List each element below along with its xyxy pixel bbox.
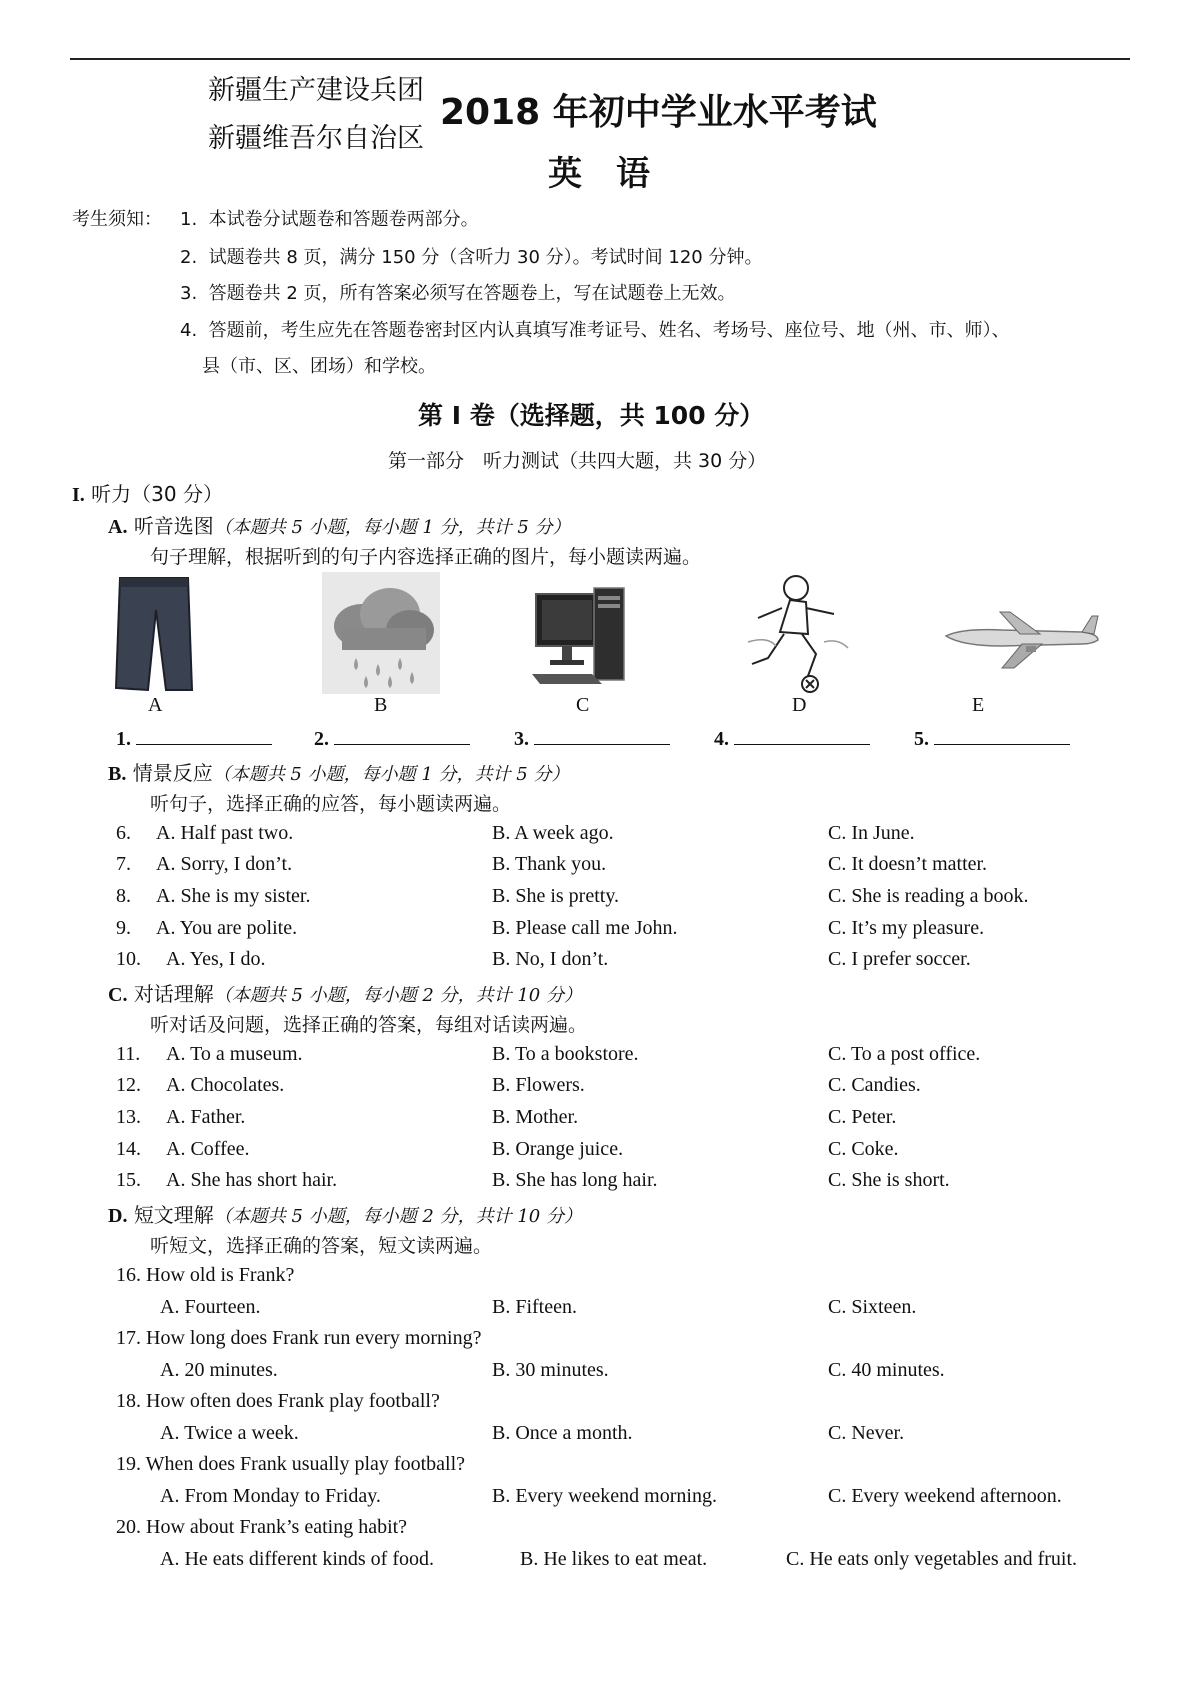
section-I-title: 听力（30 分） [91, 482, 223, 506]
exam-title: 2018 年初中学业水平考试 [440, 92, 877, 133]
notice-item-4-cont: 县（市、区、团场）和学校。 [202, 356, 436, 377]
option-a: A. She has short hair. [166, 1169, 338, 1191]
option-c: C. I prefer soccer. [828, 948, 971, 970]
blank-line[interactable] [934, 724, 1070, 745]
option-c: C. Never. [828, 1422, 905, 1444]
option-b: B. Orange juice. [492, 1138, 624, 1160]
option-a: A. Father. [166, 1106, 246, 1128]
question-num: 13. [116, 1106, 141, 1128]
region-line-1: 新疆生产建设兵团 [208, 75, 424, 106]
option-c: C. In June. [828, 822, 915, 844]
option-b: B. 30 minutes. [492, 1359, 609, 1381]
option-c: C. She is short. [828, 1169, 950, 1191]
answer-blank-3[interactable] [514, 724, 670, 751]
option-b: B. A week ago. [492, 822, 614, 844]
airplane-image [942, 572, 1102, 694]
blank-num: 4. [714, 728, 729, 750]
computer-image [532, 572, 632, 694]
section-B-instruction: 听句子，选择正确的应答，每小题读两遍。 [150, 793, 512, 815]
section-C-instruction: 听对话及问题，选择正确的答案，每组对话读两遍。 [150, 1014, 588, 1036]
option-b: B. To a bookstore. [492, 1043, 639, 1065]
section-A-instruction: 句子理解，根据听到的句子内容选择正确的图片，每小题读两遍。 [150, 546, 702, 568]
option-b: B. Please call me John. [492, 917, 678, 939]
option-c: C. It’s my pleasure. [828, 917, 985, 939]
section-A-heading [108, 510, 571, 539]
notice-item-3 [180, 279, 736, 305]
blank-num: 2. [314, 728, 329, 750]
picture-letter: E [972, 694, 985, 716]
option-c: C. It doesn’t matter. [828, 853, 988, 875]
notice-num: 3. [180, 283, 198, 304]
option-a: A. He eats different kinds of food. [160, 1548, 435, 1570]
notice-item-4 [180, 316, 1010, 342]
region-line-2: 新疆维吾尔自治区 [208, 123, 424, 154]
notice-num: 2. [180, 247, 198, 268]
option-b: B. He likes to eat meat. [520, 1548, 708, 1570]
notice-item-1 [180, 205, 479, 231]
section-label: B. [108, 763, 127, 785]
volume-title: 第 Ⅰ 卷（选择题，共 100 分） [418, 401, 765, 430]
question-num: 7. [116, 853, 131, 875]
answer-blank-1[interactable] [116, 724, 272, 751]
option-c: C. Every weekend afternoon. [828, 1485, 1062, 1507]
notice-label: 考生须知： [72, 209, 162, 230]
option-b: B. Mother. [492, 1106, 579, 1128]
question-stem: 17. How long does Frank run every morning? [116, 1327, 482, 1349]
answer-blank-2[interactable] [314, 724, 470, 751]
option-b: B. Flowers. [492, 1074, 585, 1096]
option-a: A. From Monday to Friday. [160, 1485, 381, 1507]
picture-letter: B [374, 694, 388, 716]
section-title: 听音选图 [133, 514, 214, 538]
section-label: A. [108, 516, 128, 538]
section-note: （本题共 5 小题，每小题 2 分，共计 10 分） [213, 1206, 582, 1227]
trousers-image [100, 572, 210, 694]
question-stem: 18. How often does Frank play football? [116, 1390, 440, 1412]
blank-num: 5. [914, 728, 929, 750]
boy-playing-soccer-image [738, 572, 858, 694]
section-note: （本题共 5 小题，每小题 2 分，共计 10 分） [213, 985, 582, 1006]
option-c: C. He eats only vegetables and fruit. [786, 1548, 1078, 1570]
notice-text: 答题前，考生应先在答题卷密封区内认真填写准考证号、姓名、考场号、座位号、地（州、市、师）、 [208, 320, 1010, 341]
question-num: 12. [116, 1074, 141, 1096]
section-label: D. [108, 1205, 128, 1227]
option-a: A. To a museum. [166, 1043, 303, 1065]
section-D-heading [108, 1199, 582, 1228]
picture-letter: D [792, 694, 807, 716]
section-note: （本题共 5 小题，每小题 1 分，共计 5 分） [212, 764, 570, 785]
picture-letter: C [576, 694, 590, 716]
option-a: A. 20 minutes. [160, 1359, 278, 1381]
option-a: A. Sorry, I don’t. [156, 853, 293, 875]
question-stem: 20. How about Frank’s eating habit? [116, 1516, 408, 1538]
answer-blank-5[interactable] [914, 724, 1070, 751]
blank-line[interactable] [136, 724, 272, 745]
blank-num: 1. [116, 728, 131, 750]
option-b: B. Every weekend morning. [492, 1485, 717, 1507]
option-b: B. No, I don’t. [492, 948, 609, 970]
option-a: A. Coffee. [166, 1138, 250, 1160]
section-title: 短文理解 [133, 1203, 214, 1227]
option-b: B. Fifteen. [492, 1296, 577, 1318]
option-c: C. Candies. [828, 1074, 921, 1096]
section-note: （本题共 5 小题，每小题 1 分，共计 5 分） [213, 517, 571, 538]
section-label: C. [108, 984, 128, 1006]
option-b: B. Thank you. [492, 853, 607, 875]
option-a: A. Fourteen. [160, 1296, 261, 1318]
blank-line[interactable] [734, 724, 870, 745]
question-num: 8. [116, 885, 131, 907]
option-a: A. Twice a week. [160, 1422, 299, 1444]
option-b: B. She is pretty. [492, 885, 620, 907]
blank-line[interactable] [534, 724, 670, 745]
notice-text: 试题卷共 8 页，满分 150 分（含听力 30 分）。考试时间 120 分钟。 [208, 247, 763, 268]
notice-text: 答题卷共 2 页，所有答案必须写在答题卷上，写在试题卷上无效。 [208, 283, 736, 304]
question-num: 9. [116, 917, 131, 939]
option-c: C. She is reading a book. [828, 885, 1029, 907]
option-a: A. Yes, I do. [166, 948, 266, 970]
option-c: C. Peter. [828, 1106, 897, 1128]
notice-item-2 [180, 243, 762, 269]
question-stem: 19. When does Frank usually play football? [116, 1453, 466, 1475]
notice-num: 1. [180, 209, 198, 230]
option-a: A. Half past two. [156, 822, 294, 844]
option-c: C. Coke. [828, 1138, 899, 1160]
notice-text: 本试卷分试题卷和答题卷两部分。 [208, 209, 479, 230]
question-num: 11. [116, 1043, 141, 1065]
option-a: A. She is my sister. [156, 885, 311, 907]
section-C-heading [108, 978, 582, 1007]
question-num: 15. [116, 1169, 141, 1191]
question-stem: 16. How old is Frank? [116, 1264, 295, 1286]
section-I-heading [72, 478, 223, 507]
option-c: C. To a post office. [828, 1043, 981, 1065]
question-num: 6. [116, 822, 131, 844]
option-c: C. 40 minutes. [828, 1359, 945, 1381]
notice-num: 4. [180, 320, 198, 341]
question-num: 14. [116, 1138, 141, 1160]
subject-title: 英语 [548, 154, 684, 194]
section-B-heading [108, 757, 569, 786]
option-b: B. She has long hair. [492, 1169, 658, 1191]
blank-num: 3. [514, 728, 529, 750]
option-b: B. Once a month. [492, 1422, 633, 1444]
option-a: A. Chocolates. [166, 1074, 285, 1096]
part-title: 第一部分 听力测试（共四大题，共 30 分） [388, 450, 767, 472]
section-D-instruction: 听短文，选择正确的答案，短文读两遍。 [150, 1235, 493, 1257]
section-title: 情景反应 [132, 761, 213, 785]
section-title: 对话理解 [133, 982, 214, 1006]
picture-letter: A [148, 694, 163, 716]
question-num: 10. [116, 948, 141, 970]
blank-line[interactable] [334, 724, 470, 745]
answer-blank-4[interactable] [714, 724, 870, 751]
option-c: C. Sixteen. [828, 1296, 917, 1318]
rain-cloud-image [322, 572, 440, 694]
header-rule [70, 58, 1130, 60]
option-a: A. You are polite. [156, 917, 298, 939]
section-I-num: I. [72, 484, 85, 506]
